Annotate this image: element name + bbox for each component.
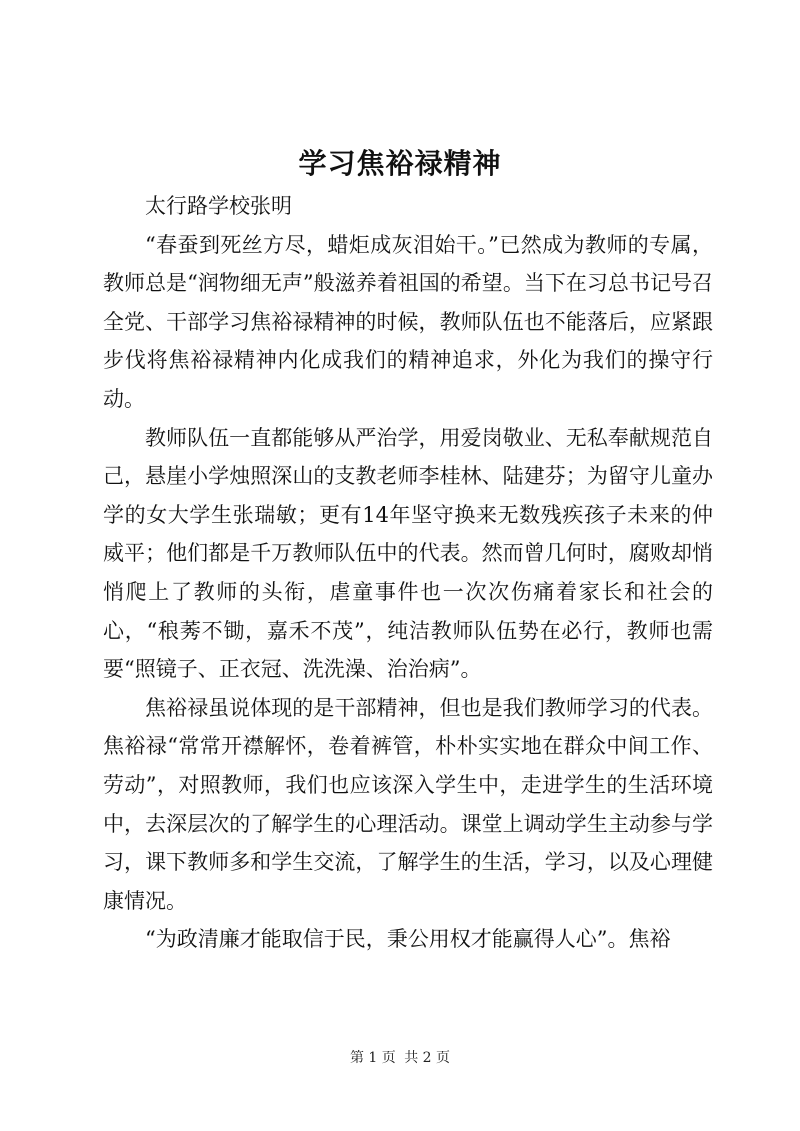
author-line: 太行路学校张明 <box>145 194 292 218</box>
paragraph-4: “为政清廉才能取信于民，秉公用权才能赢得人心”。焦裕 <box>145 927 671 952</box>
paragraph-1: “春蚕到死丝方尽，蜡炬成灰泪始干。”已然成为教师的专属，教师总是“润物细无声”般滋养着祖国的希望。当下在习总书记号召全党、干部学习焦裕禄精神的时候，教师队伍也不能落后，应紧跟步伐将焦裕禄精神内化成我们的精神追求，外化为我们的操守行动。 <box>103 232 713 411</box>
document-title: 学习焦裕禄精神 <box>298 147 502 180</box>
paragraph-3: 焦裕禄虽说体现的是干部精神，但也是我们教师学习的代表。焦裕禄“常常开襟解怀，卷着裤管，朴朴实实地在群众中间工作、劳动”，对照教师，我们也应该深入学生中，走进学生的生活环境中，去深层次的了解学生的心理活动。课堂上调动学生主动参与学习，课下教师多和学生交流，了解学生的生活，学习，以及心理健康情况。 <box>103 695 713 913</box>
page-footer <box>0 1047 800 1067</box>
page-total: 共 2 页 <box>404 1050 451 1066</box>
document-body <box>103 187 713 959</box>
page-number: 第 1 页 <box>349 1050 396 1066</box>
paragraph-2: 教师队伍一直都能够从严治学，用爱岗敬业、无私奉献规范自己，悬崖小学烛照深山的支教老师李桂林、陆建芬；为留守儿童办学的女大学生张瑞敏；更有14年坚守换来无数残疾孩子未来的仲威平；他们都是千万教师队伍中的代表。然而曾几何时，腐败却悄悄爬上了教师的头衔，虐童事件也一次次伤痛着家长和社会的心，“稂莠不锄，嘉禾不茂”，纯洁教师队伍势在必行，教师也需要“照镜子、正衣冠、洗洗澡、治治病”。 <box>103 425 713 682</box>
